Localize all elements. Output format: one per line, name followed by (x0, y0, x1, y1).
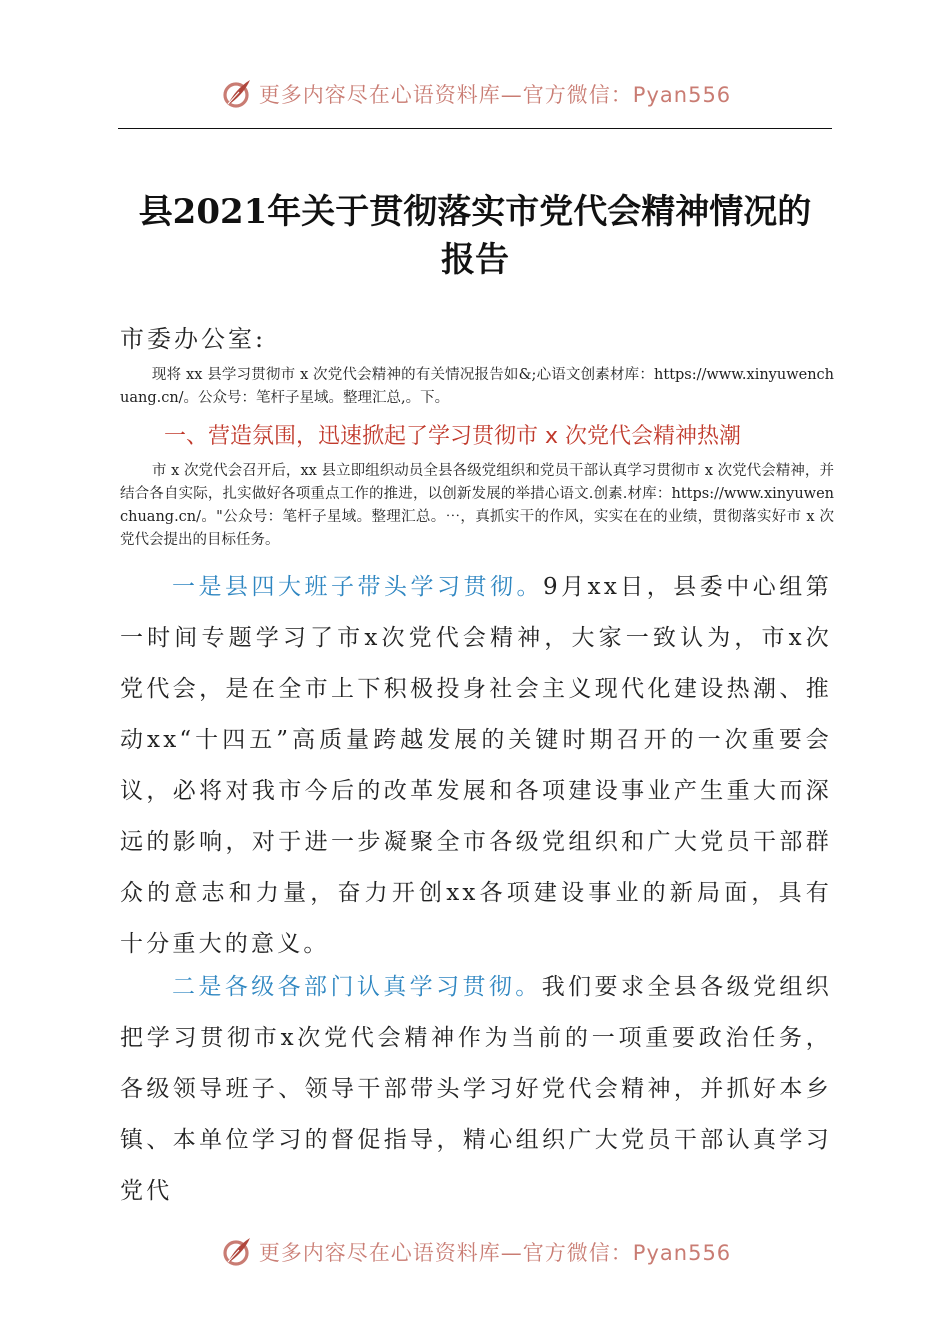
paragraph-1-text: 9月xx日，县委中心组第一时间专题学习了市x次党代会精神，大家一致认为，市x次党代会，是在全市上下积极投身社会主义现代化建设热潮、推动xx“十四五”高质量跨越发展的关键时期召开的一次重要会议，必将对我市今后的改革发展和各项建设事业产生重大而深远的影响，对于进一步凝聚全市各级党组织和广大党员干部群众的意志和力量，奋力开创xx各项建设事业的新局面，具有十分重大的意义。 (120, 574, 832, 957)
feather-pen-logo-icon (219, 1235, 253, 1269)
paragraph-1-lead: 一是县四大班子带头学习贯彻。 (172, 574, 544, 600)
header-rule (118, 128, 832, 129)
section-1-heading: 一、营造氛围，迅速掀起了学习贯彻市 x 次党代会精神热潮 (164, 424, 742, 449)
salutation: 市委办公室: (120, 325, 267, 353)
header-banner (0, 74, 950, 114)
title-line-1: 县2021年关于贯彻落实市党代会精神情况的 (138, 192, 812, 232)
paragraph-1 (120, 562, 832, 970)
intro-paragraph: 现将 xx 县学习贯彻市 x 次党代会精神的有关情况报告如&;心语文创素材库：https://www.xinyuwenchuang.cn/。公众号：笔杆子星域。整理汇总,。下。 (120, 367, 834, 406)
footer-banner-text: 更多内容尽在心语资料库—官方微信：Pyan556 (258, 1241, 732, 1265)
footer-banner (0, 1232, 950, 1272)
feather-pen-logo-icon (219, 77, 253, 111)
paragraph-2 (120, 962, 832, 1217)
paragraph-2-lead: 二是各级各部门认真学习贯彻。 (172, 974, 542, 1000)
document-title (100, 188, 850, 284)
header-banner-text: 更多内容尽在心语资料库—官方微信：Pyan556 (258, 83, 732, 107)
paragraph-2-text: 我们要求全县各级党组织把学习贯彻市x次党代会精神作为当前的一项重要政治任务，各级领导班子、领导干部带头学习好党代会精神，并抓好本乡镇、本单位学习的督促指导，精心组织广大党员干部认真学习党代 (120, 974, 832, 1204)
section-1-body: 市 x 次党代会召开后，xx 县立即组织动员全县各级党组织和党员干部认真学习贯彻市 x 次党代会精神，并结合各自实际，扎实做好各项重点工作的推进，以创新发展的举措心语文.创素.材库：https://www.xinyuwenchuang.cn/。"公众号：笔杆子星域。整理汇总。⋯，真抓实干的作风，实实在在的业绩，贯彻落实好市 x 次党代会提出的目标任务。 (120, 463, 834, 548)
title-line-2: 报告 (441, 240, 509, 280)
